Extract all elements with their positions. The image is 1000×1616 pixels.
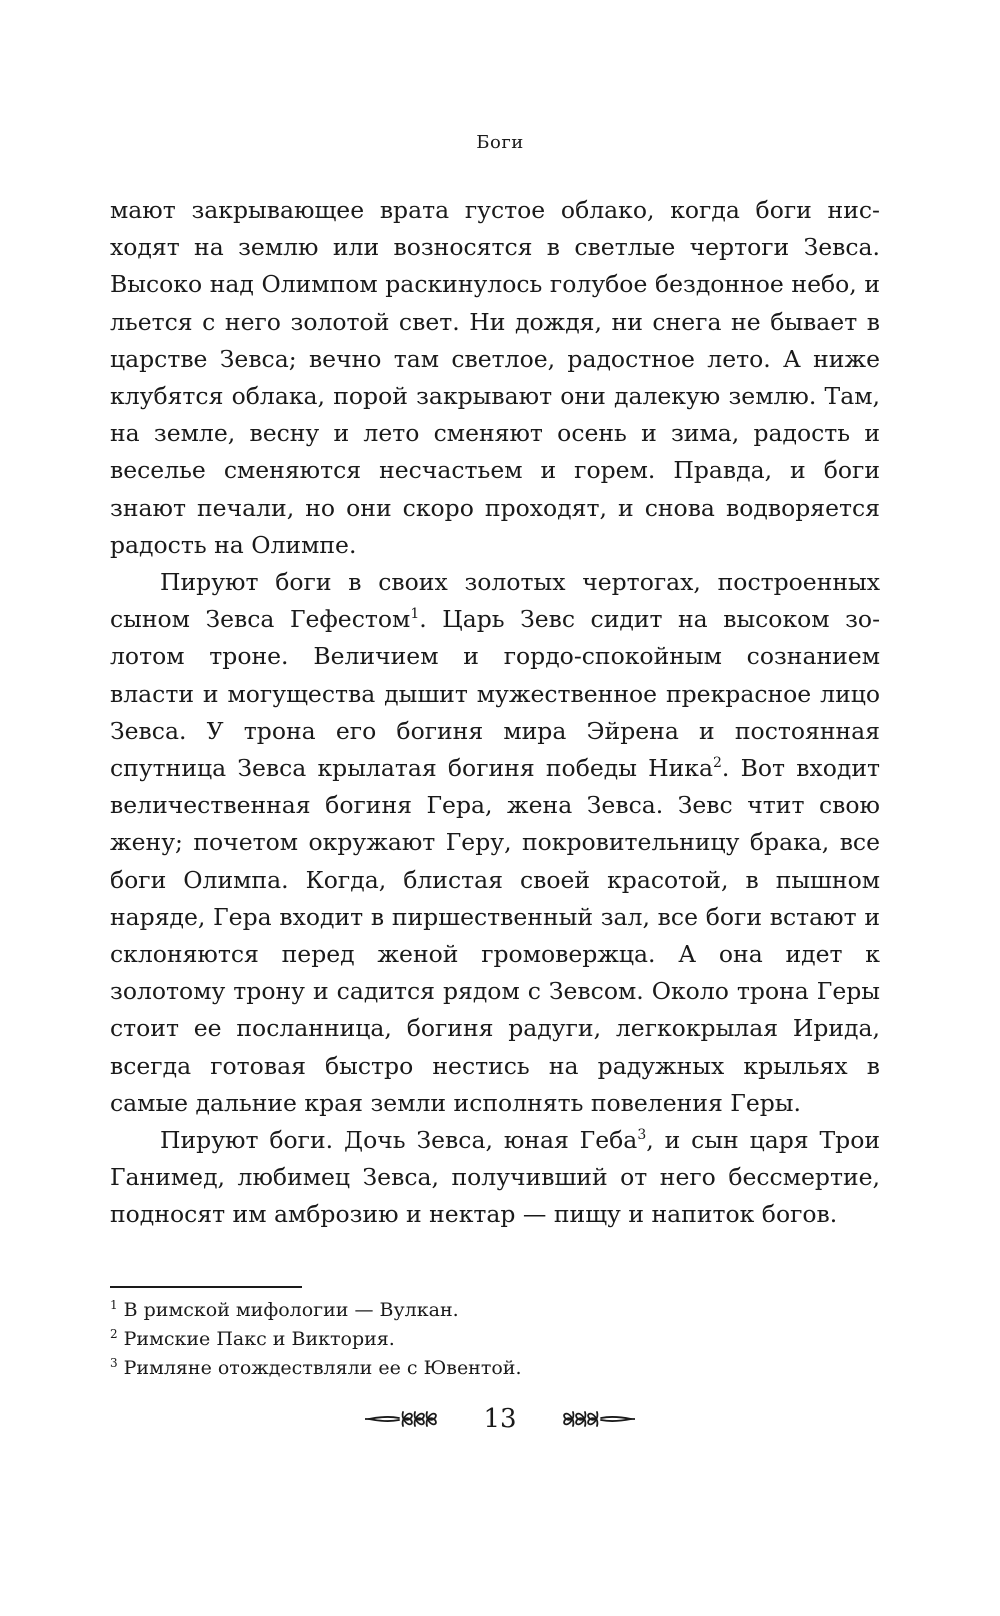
footnote-2 [110,1325,880,1354]
ornament-left-icon [365,1404,469,1434]
footnote-ref-2[interactable]: 2 [713,755,722,772]
ornament-right-icon [531,1404,635,1434]
body-text [110,192,880,1234]
running-head: Боги [476,132,524,153]
footnotes [110,1296,880,1383]
footnote-marker: 1 [110,1298,118,1312]
footnote-ref-3[interactable]: 3 [637,1127,647,1144]
page-folio [0,1404,1000,1434]
footnote-text: Римляне отождествляли ее с Ювентой. [123,1357,522,1379]
paragraph-text: . Вот входит величественная богиня Гера, жена Зевса. Зевс чтит свою жену; почетом окружают Геру, покровительницу брака, все боги Олимпа. Когда, блистая своей красотой, в пышном наряде, Гера входит в пиршественный зал, все боги встают и склоняются перед женой громовержца. А она идет к золотому трону и садится рядом с Зевсом. Около трона Геры стоит ее посланница, богиня радуги, легкокрылая Ирида, всегда готовая быстро нестись на радужных крыльях в самые дальние края земли исполнять повеления Геры. [110,754,881,1117]
footnote-marker: 3 [110,1356,118,1370]
footnote-1 [110,1296,880,1325]
paragraph-3 [110,1122,880,1234]
paragraph-text: , и сын царя Трои Ганимед, любимец Зевса, получивший от него бессмертие, подносят им амброзию и нектар — пищу и напиток богов. [110,1126,881,1229]
footnote-marker: 2 [110,1327,118,1341]
footnote-ref-1[interactable]: 1 [410,606,420,623]
paragraph-2 [110,564,880,1122]
footnote-text: Римские Пакс и Виктория. [123,1328,395,1350]
footnote-text: В римской мифологии — Вулкан. [123,1299,459,1321]
paragraph-text: Пируют боги. Дочь Зевса, юная Геба [160,1126,638,1155]
page-number: 13 [483,1404,517,1434]
footnote-3 [110,1354,880,1383]
paragraph-1 [110,192,880,564]
footnote-divider [110,1286,302,1288]
paragraph-text: . Царь Зевс сидит на высоком золотом троне. Величием и гордо-спокойным сознанием власти и могущества дышит мужественное прекрасное лицо Зевса. У трона его богиня мира Эйрена и постоянная спутница Зевса крылатая богиня победы Ника [110,605,881,783]
paragraph-text: Пируют боги в своих золотых чертогах, построенных сыном Зевса Гефестом [110,568,880,634]
paragraph-text: мают закрывающее врата густое облако, когда боги нисходят на землю или возносятся в светлые чертоги Зевса. Высоко над Олимпом раскинулось голубое бездонное небо, и льется с него золотой свет. Ни дождя, ни снега не бывает в царстве Зевса; вечно там светлое, радостное лето. А ниже клубятся облака, порой закрывают они далекую землю. Там, на земле, весну и лето сменяют осень и зима, радость и веселье сменяются несчастьем и горем. Правда, и боги знают печали, но они скоро проходят, и снова водворяется радость на Олимпе. [110,196,880,559]
